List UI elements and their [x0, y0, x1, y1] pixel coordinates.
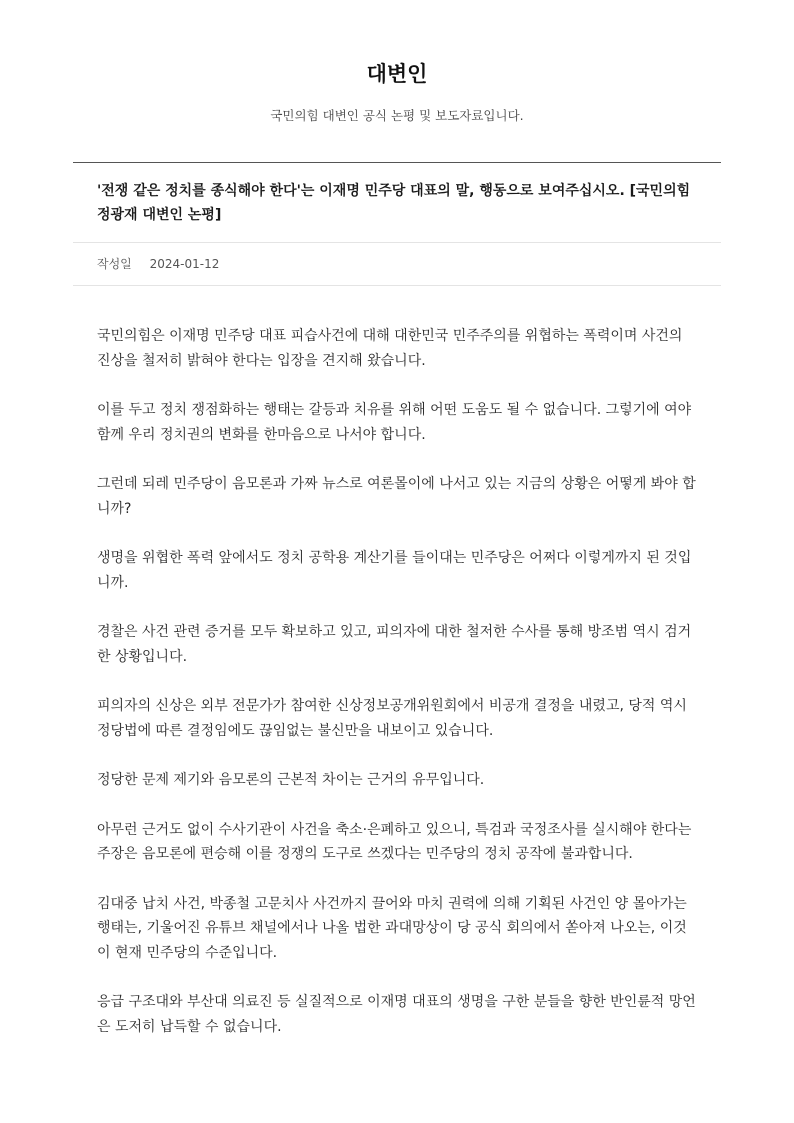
- article-meta: [73, 243, 721, 286]
- body-paragraph: 그런데 되레 민주당이 음모론과 가짜 뉴스로 여론몰이에 나서고 있는 지금의 상황은 어떻게 봐야 합니까?: [97, 476, 696, 517]
- publish-date: 2024-01-12: [149, 257, 220, 271]
- body-paragraph: 피의자의 신상은 외부 전문가가 참여한 신상정보공개위원회에서 비공개 결정을 내렸고, 당적 역시 정당법에 따른 결정임에도 끊임없는 불신만을 내보이고 있습니다.: [97, 698, 687, 739]
- article-title: '전쟁 같은 정치를 종식해야 한다'는 이재명 민주당 대표의 말, 행동으로 보여주십시오. [국민의힘 정광재 대변인 논평]: [73, 163, 721, 243]
- body-paragraph: 정당한 문제 제기와 음모론의 근본적 차이는 근거의 유무입니다.: [97, 772, 485, 788]
- site-header: [0, 58, 794, 126]
- site-title: 대변인: [366, 62, 428, 86]
- body-paragraph: 응급 구조대와 부산대 의료진 등 실질적으로 이재명 대표의 생명을 구한 분들을 향한 반인륜적 망언은 도저히 납득할 수 없습니다.: [97, 994, 696, 1035]
- body-paragraph: 김대중 납치 사건, 박종철 고문치사 사건까지 끌어와 마치 권력에 의해 기획된 사건인 양 몰아가는 행태는, 기울어진 유튜브 채널에서나 나올 법한 과대망상이 당 공식 회의에서 쏟아져 나오는, 이것이 현재 민주당의 수준입니다.: [97, 895, 687, 961]
- body-paragraph: 이를 두고 정치 쟁점화하는 행태는 갈등과 치유를 위해 어떤 도움도 될 수 없습니다. 그렇기에 여야 함께 우리 정치권의 변화를 한마음으로 나서야 합니다.: [97, 402, 692, 443]
- press-release-article: [73, 162, 721, 1064]
- date-label: 작성일: [97, 257, 132, 271]
- body-paragraph: 아무런 근거도 없이 수사기관이 사건을 축소·은폐하고 있으니, 특검과 국정조사를 실시해야 한다는 주장은 음모론에 편승해 이를 정쟁의 도구로 쓰겠다는 민주당의 정치 공작에 불과합니다.: [97, 821, 692, 862]
- article-body: [73, 286, 721, 1039]
- body-paragraph: 국민의힘은 이재명 민주당 대표 피습사건에 대해 대한민국 민주주의를 위협하는 폭력이며 사건의 진상을 철저히 밝혀야 한다는 입장을 견지해 왔습니다.: [97, 328, 683, 369]
- site-subtitle: 국민의힘 대변인 공식 논평 및 보도자료입니다.: [270, 108, 524, 123]
- body-paragraph: 생명을 위협한 폭력 앞에서도 정치 공학용 계산기를 들이대는 민주당은 어쩌다 이렇게까지 된 것입니까.: [97, 550, 692, 591]
- body-paragraph: 경찰은 사건 관련 증거를 모두 확보하고 있고, 피의자에 대한 철저한 수사를 통해 방조범 역시 검거한 상황입니다.: [97, 624, 692, 665]
